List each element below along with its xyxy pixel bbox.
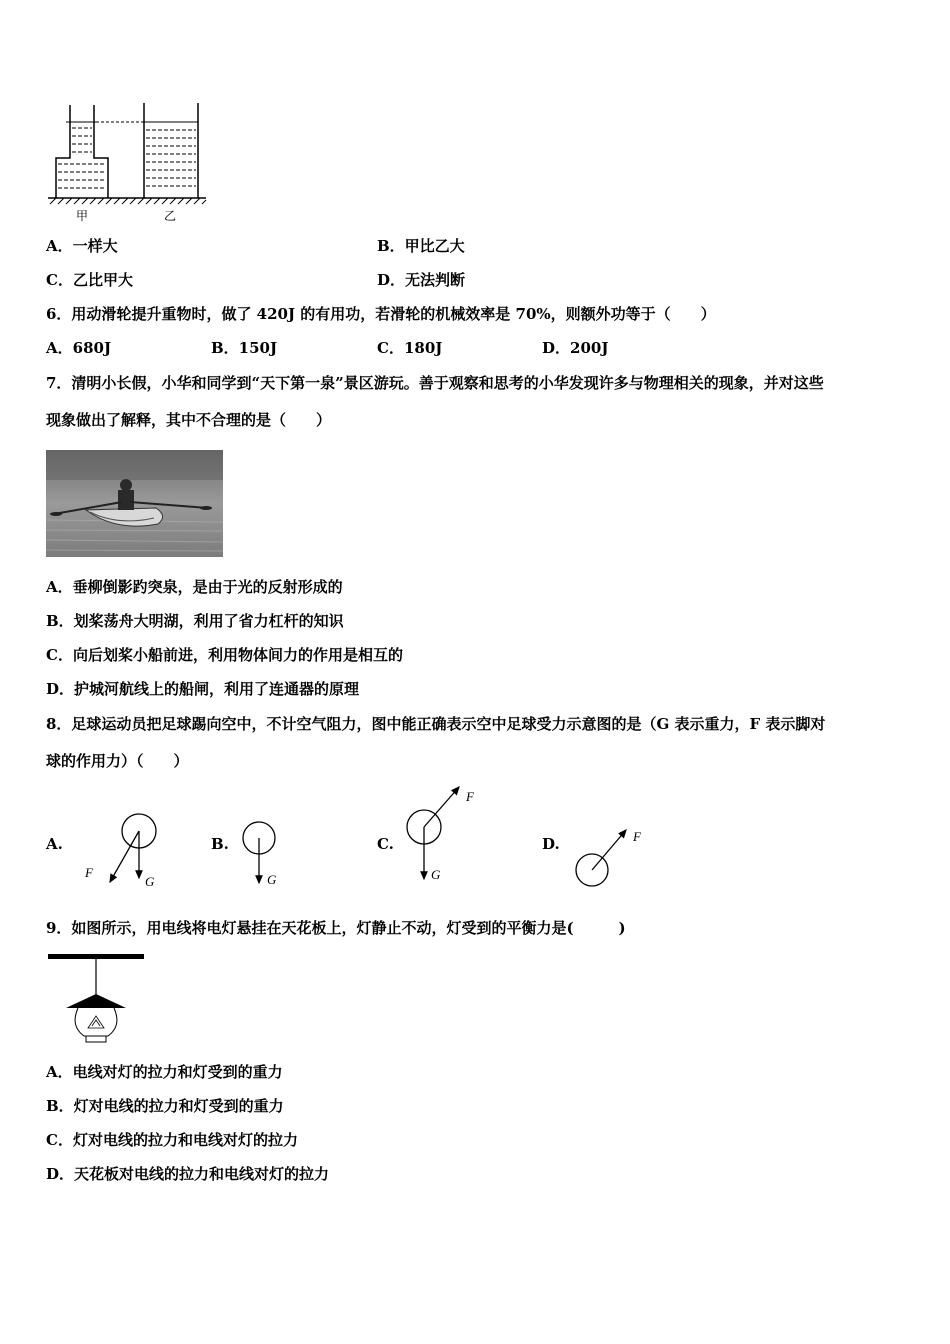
q5-option-c: C．乙比甲大 [46,271,133,289]
q6-option-b: B．150J [211,339,278,357]
q9-option-c: C．灯对电线的拉力和电线对灯的拉力 [46,1131,298,1149]
q5-option-d: D．无法判断 [377,271,466,289]
q8-diagram-c [407,787,475,882]
q9-stem: 9．如图所示，用电线将电灯悬挂在天花板上，灯静止不动，灯受到的平衡力是( ) [46,919,626,937]
q8-option-b-label: B. [211,835,229,853]
q7-option-c: C．向后划桨小船前进，利用物体间力的作用是相互的 [46,646,403,664]
q6-option-a: A．680J [46,339,112,357]
q8-stem-line2: 球的作用力）（ ） [46,752,189,770]
q8-diagram-b [243,822,277,887]
q9-option-d: D．天花板对电线的拉力和电线对灯的拉力 [46,1165,330,1183]
q6-option-d: D．200J [542,339,609,357]
q7-option-d: D．护城河航线上的船闸，利用了连通器的原理 [46,680,360,698]
q7-stem-line1: 7．清明小长假，小华和同学到“天下第一泉”景区游玩。善于观察和思考的小华发现许多与物理相关的现象，并对这些 [46,374,824,392]
q9-option-b: B．灯对电线的拉力和灯受到的重力 [46,1097,284,1115]
q5-label-jia: 甲 [76,209,89,223]
q5-option-b: B．甲比乙大 [377,237,465,255]
q8-a-g-label: G [145,874,155,889]
q8-option-d-label: D. [542,835,560,853]
q7-stem-line2: 现象做出了解释，其中不合理的是（ ） [46,411,332,429]
q5-label-yi: 乙 [164,209,177,223]
q8-diagram-d [576,829,642,886]
q8-d-f-label: F [633,829,641,844]
q8-diagram-a [84,814,156,889]
q8-a-f-label: F [85,865,93,880]
q7-boat-photo [46,450,223,557]
q8-option-c-label: C. [377,835,394,853]
q7-option-a: A．垂柳倒影趵突泉，是由于光的反射形成的 [46,578,343,596]
q9-lamp-figure [46,950,146,1050]
q7-option-b: B．划桨荡舟大明湖，利用了省力杠杆的知识 [46,612,344,630]
q8-stem-line1: 8．足球运动员把足球踢向空中，不计空气阻力，图中能正确表示空中足球受力示意图的是（G 表示重力，F 表示脚对 [46,715,826,733]
q5-containers-figure [46,100,216,225]
q6-option-c: C．180J [377,339,443,357]
q8-c-g-label: G [431,867,441,882]
q6-stem: 6．用动滑轮提升重物时，做了 420J 的有用功，若滑轮的机械效率是 70%，则额外功等于（ ） [46,305,716,323]
q5-option-a: A．一样大 [46,237,118,255]
q9-option-a: A．电线对灯的拉力和灯受到的重力 [46,1063,283,1081]
q8-option-a-label: A. [46,835,63,853]
q8-c-f-label: F [466,789,474,804]
q8-force-diagrams [0,775,950,900]
q8-b-g-label: G [267,872,277,887]
